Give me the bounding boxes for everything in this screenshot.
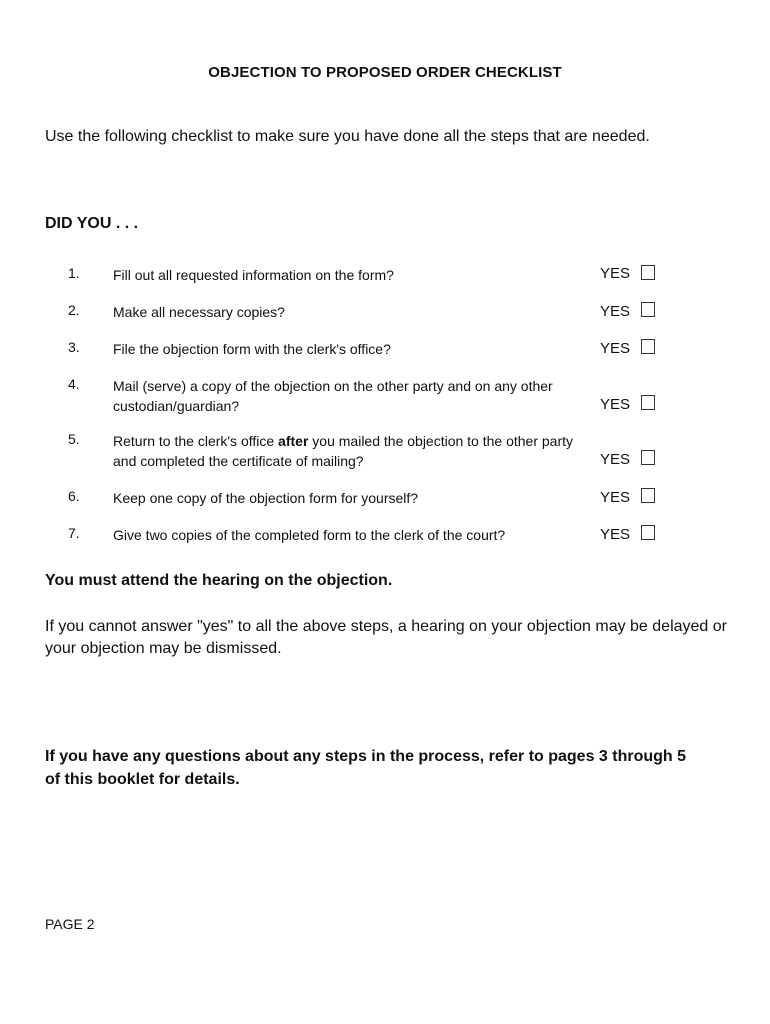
yes-label: YES — [600, 340, 631, 357]
yes-checkbox[interactable] — [641, 395, 655, 410]
yes-label: YES — [600, 526, 631, 543]
yes-checkbox[interactable] — [641, 339, 655, 354]
page-number: PAGE 2 — [45, 916, 95, 932]
did-you-heading: DID YOU . . . — [45, 215, 139, 232]
item-number: 1. — [68, 265, 80, 281]
item-text: Fill out all requested information on the form? — [113, 267, 394, 283]
item-number: 3. — [68, 339, 80, 355]
item-text-emphasis: after — [278, 433, 309, 449]
item-number: 7. — [68, 525, 80, 541]
yes-checkbox[interactable] — [641, 525, 655, 540]
yes-label: YES — [600, 303, 631, 320]
item-text: Make all necessary copies? — [113, 304, 285, 320]
item-number: 5. — [68, 431, 80, 447]
questions-notice: If you have any questions about any steps in the process, refer to pages 3 through 5 of this booklet for details. — [45, 748, 687, 788]
item-text: File the objection form with the clerk's office? — [113, 341, 391, 357]
yes-checkbox[interactable] — [641, 488, 655, 503]
item-text-part: Return to the clerk's office — [113, 433, 279, 449]
page-title: OBJECTION TO PROPOSED ORDER CHECKLIST — [208, 64, 562, 81]
yes-label: YES — [600, 489, 631, 506]
yes-checkbox[interactable] — [641, 450, 655, 465]
intro-text: Use the following checklist to make sure you have done all the steps that are needed. — [45, 128, 650, 145]
item-text-part: you mailed the objection to the other party and completed the certificate of mailing? — [113, 433, 574, 469]
item-text: Give two copies of the completed form to the clerk of the court? — [113, 527, 506, 543]
yes-label: YES — [600, 265, 631, 282]
warning-text: If you cannot answer "yes" to all the above steps, a hearing on your objection may be delayed or your objection may be dismissed. — [45, 618, 727, 657]
item-number: 4. — [68, 376, 80, 392]
yes-checkbox[interactable] — [641, 302, 655, 317]
yes-label: YES — [600, 396, 631, 413]
yes-checkbox[interactable] — [641, 265, 655, 280]
must-attend-notice: You must attend the hearing on the objection. — [45, 572, 393, 589]
item-number: 2. — [68, 302, 80, 318]
yes-label: YES — [600, 451, 631, 468]
item-text: Keep one copy of the objection form for yourself? — [113, 490, 419, 506]
item-text — [113, 431, 573, 471]
item-number: 6. — [68, 488, 80, 504]
item-text: Mail (serve) a copy of the objection on the other party and on any other custodian/guardian? — [113, 378, 553, 414]
